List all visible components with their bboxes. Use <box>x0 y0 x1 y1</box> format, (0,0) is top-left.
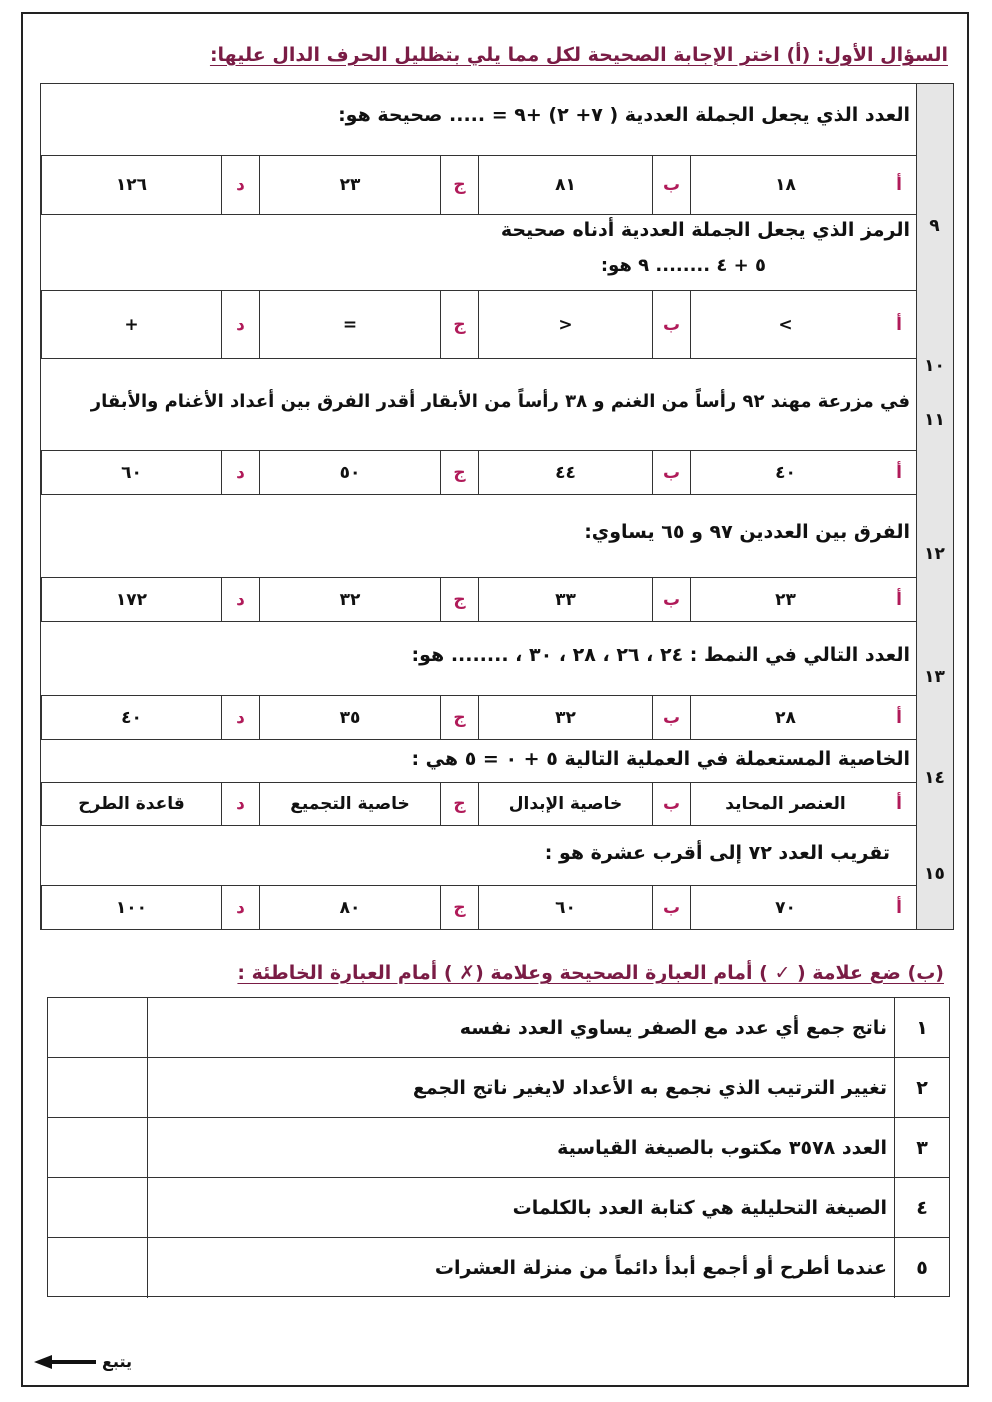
option-letter-b[interactable]: ب <box>652 451 690 494</box>
part-b-title: (ب) ضع علامة ( ✓ ) أمام العبارة الصحيحة وعلامة (✗ ) أمام العبارة الخاطئة : <box>237 962 944 984</box>
option-letter-d[interactable]: د <box>221 783 259 825</box>
option-value: + <box>41 291 221 358</box>
option-letter-c[interactable]: ج <box>440 156 478 214</box>
option-letter-d[interactable]: د <box>221 291 259 358</box>
question-text-row <box>41 495 916 578</box>
option-value: ٤٤ <box>478 451 652 494</box>
option-value: ٦٠ <box>41 451 221 494</box>
question-number: ١٠ <box>924 356 945 376</box>
question-text-line2: ٥ + ٤ ........ ٩ هو: <box>600 255 766 276</box>
statement-row <box>48 1178 949 1238</box>
option-value: ٧٠ <box>690 886 880 929</box>
option-value: خاصية التجميع <box>259 783 440 825</box>
options-row <box>41 291 916 359</box>
question-number: ١٥ <box>924 864 945 884</box>
option-value: = <box>259 291 440 358</box>
option-letter-a[interactable]: أ <box>896 707 902 728</box>
statement-text: ناتج جمع أي عدد مع الصفر يساوي العدد نفسه <box>459 1016 887 1039</box>
answer-box[interactable] <box>48 1058 148 1117</box>
option-value: ٣٢ <box>478 696 652 739</box>
option-value: ١٧٢ <box>41 578 221 621</box>
question-number: ١٣ <box>924 667 945 687</box>
option-value: خاصية الإبدال <box>478 783 652 825</box>
statement-text: العدد ٣٥٧٨ مكتوب بالصيغة القياسية <box>557 1136 887 1159</box>
option-letter-d[interactable]: د <box>221 886 259 929</box>
question-text: العدد التالي في النمط : ٢٤ ، ٢٦ ، ٢٨ ، ٣٠ ، ........ هو: <box>411 644 910 666</box>
mcq-table <box>40 83 954 930</box>
option-value: > <box>478 291 652 358</box>
option-letter-d[interactable]: د <box>221 156 259 214</box>
option-value: ٨٠ <box>259 886 440 929</box>
option-letter-a[interactable]: أ <box>896 589 902 610</box>
option-value: ١٨ <box>690 156 880 214</box>
true-false-table <box>47 997 950 1297</box>
answer-box[interactable] <box>48 1118 148 1177</box>
statement-number: ٥ <box>894 1238 949 1298</box>
options-row <box>41 886 916 929</box>
option-value: ٤٠ <box>41 696 221 739</box>
option-value: العنصر المحايد <box>690 783 880 825</box>
question-number-column <box>916 84 953 929</box>
statement-number: ٤ <box>894 1178 949 1237</box>
option-letter-c[interactable]: ج <box>440 783 478 825</box>
option-letter-b[interactable]: ب <box>652 578 690 621</box>
option-value: ١٠٠ <box>41 886 221 929</box>
statement-row <box>48 1058 949 1118</box>
option-letter-c[interactable]: ج <box>440 696 478 739</box>
option-letter-b[interactable]: ب <box>652 696 690 739</box>
question-text: تقريب العدد ٧٢ إلى أقرب عشرة هو : <box>544 842 890 864</box>
option-letter-b[interactable]: ب <box>652 156 690 214</box>
option-value: ٣٣ <box>478 578 652 621</box>
question-number: ١٤ <box>924 768 945 788</box>
option-letter-c[interactable]: ج <box>440 886 478 929</box>
statement-text: الصيغة التحليلية هي كتابة العدد بالكلمات <box>512 1196 887 1219</box>
question-text: الرمز الذي يجعل الجملة العددية أدناه صحيحة <box>500 219 910 241</box>
question-number: ١٢ <box>924 544 945 564</box>
option-letter-b[interactable]: ب <box>652 783 690 825</box>
option-value: ٤٠ <box>690 451 880 494</box>
question-text-row <box>41 215 916 291</box>
question-number: ٩ <box>929 216 940 236</box>
option-value: ٨١ <box>478 156 652 214</box>
option-letter-b[interactable]: ب <box>652 291 690 358</box>
statement-number: ١ <box>894 998 949 1057</box>
option-value: ٥٠ <box>259 451 440 494</box>
option-letter-a[interactable]: أ <box>896 794 902 814</box>
option-letter-a[interactable]: أ <box>896 462 902 483</box>
option-letter-a[interactable]: أ <box>896 897 902 918</box>
options-row <box>41 451 916 495</box>
follow-label: يتبع <box>102 1352 132 1371</box>
option-letter-c[interactable]: ج <box>440 578 478 621</box>
option-value: قاعدة الطرح <box>41 783 221 825</box>
option-letter-c[interactable]: ج <box>440 291 478 358</box>
question-text: الفرق بين العددين ٩٧ و ٦٥ يساوي: <box>584 521 910 543</box>
option-value: ٣٥ <box>259 696 440 739</box>
option-letter-b[interactable]: ب <box>652 886 690 929</box>
question-text-row <box>41 84 916 156</box>
question-text-row <box>41 359 916 451</box>
question-text: الخاصية المستعملة في العملية التالية ٥ + ٠ = ٥ هي : <box>411 748 910 770</box>
option-letter-d[interactable]: د <box>221 696 259 739</box>
statement-row <box>48 998 949 1058</box>
follow-indicator <box>34 1352 132 1371</box>
option-value: < <box>690 291 880 358</box>
question-number: ١١ <box>924 410 945 430</box>
option-letter-d[interactable]: د <box>221 578 259 621</box>
option-value: ٢٣ <box>259 156 440 214</box>
section-title: السؤال الأول: (أ) اختر الإجابة الصحيحة لكل مما يلي بتظليل الحرف الدال عليها: <box>209 44 948 66</box>
option-letter-a[interactable]: أ <box>896 314 902 335</box>
question-text: العدد الذي يجعل الجملة العددية ( ٧+ ٢) +٩ = ..... صحيحة هو: <box>338 104 910 126</box>
statement-text: عندما أطرح أو أجمع أبدأ دائماً من منزلة العشرات <box>434 1257 887 1279</box>
question-text-row <box>41 826 916 886</box>
statement-text: تغيير الترتيب الذي نجمع به الأعداد لايغير ناتج الجمع <box>412 1076 887 1099</box>
option-value: ١٢٦ <box>41 156 221 214</box>
question-text: في مزرعة مهند ٩٢ رأساً من الغنم و ٣٨ رأساً من الأبقار أقدر الفرق بين أعداد الأغنام والأبقار <box>90 391 910 412</box>
statement-row <box>48 1118 949 1178</box>
question-text-row <box>41 622 916 696</box>
options-row <box>41 156 916 215</box>
option-letter-a[interactable]: أ <box>896 175 902 195</box>
answer-box[interactable] <box>48 1178 148 1237</box>
statement-row <box>48 1238 949 1298</box>
option-value: ٢٨ <box>690 696 880 739</box>
arrow-left-icon <box>34 1355 96 1369</box>
option-value: ٦٠ <box>478 886 652 929</box>
question-text-row <box>41 740 916 783</box>
answer-box[interactable] <box>48 998 148 1057</box>
statement-number: ٣ <box>894 1118 949 1177</box>
options-row <box>41 578 916 622</box>
options-row <box>41 696 916 740</box>
option-value: ٢٣ <box>690 578 880 621</box>
statement-number: ٢ <box>894 1058 949 1117</box>
answer-box[interactable] <box>48 1238 148 1298</box>
option-letter-c[interactable]: ج <box>440 451 478 494</box>
options-row <box>41 783 916 826</box>
option-letter-d[interactable]: د <box>221 451 259 494</box>
option-value: ٣٢ <box>259 578 440 621</box>
